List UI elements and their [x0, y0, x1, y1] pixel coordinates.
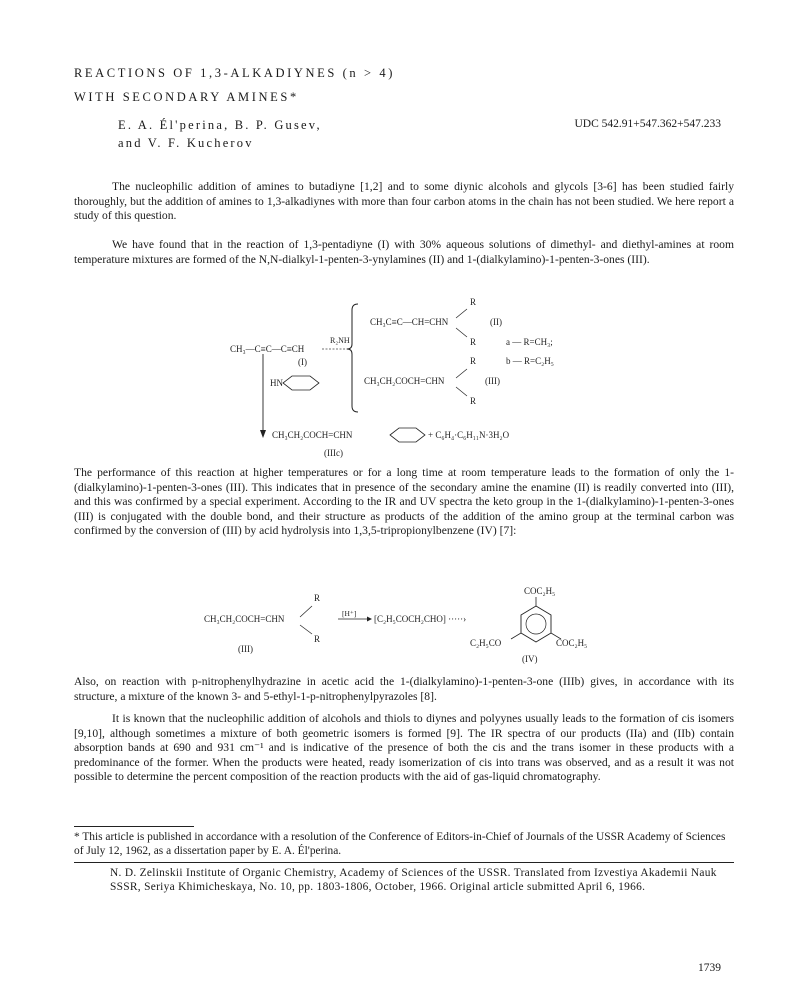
scheme1-reactant-label: (I) [298, 357, 307, 367]
reaction-scheme-2 [200, 584, 600, 670]
scheme1-brace [347, 304, 358, 412]
affiliation: N. D. Zelinskii Institute of Organic Chemistry, Academy of Sciences of the USSR. Translated from Izvestiya Akademii Nauk SSSR, Seriya Khimicheskaya, No. 10, pp. 1803-1806, October, 1966. Original article submitted April 6, 1966. [110, 867, 717, 893]
scheme2-bond [300, 606, 312, 617]
scheme2-reactant: CH₃CH₂COCH=CHN [204, 614, 285, 624]
scheme2-R: R [314, 634, 321, 644]
udc-code: UDC 542.91+547.362+547.233 [574, 118, 721, 130]
paragraph-4: Also, on reaction with p-nitrophenylhydrazine in acetic acid the 1-(dialkylamino)-1-penten-3-one (IIIb) gives, in accordance with its structure, a mixture of the known 3- and 5-ethyl-1-p-nitrophenylpyrazoles [8]. [74, 675, 734, 703]
affiliation-rule [74, 862, 734, 863]
scheme1-piperidine-hn: HN [270, 378, 283, 388]
scheme1-product-IIIc: CH₃CH₂COCH=CHN [272, 430, 353, 440]
scheme1-R: R [470, 337, 477, 347]
scheme2-intermediate: [C₂H₅COCH₂CHO] ·····› [374, 614, 467, 624]
aromatic-circle-icon [526, 614, 546, 634]
article-title-line2: WITH SECONDARY AMINES* [74, 90, 299, 104]
paragraph-5: It is known that the nucleophilic addition of alcohols and thiols to diynes and polyynes usually leads to the formation of cis isomers [9,10], although sometimes a mixture of both geometric isomers is formed [9]. The IR spectra of our products (IIa) and (IIb) contain absorption bands at 690 and 931 cm⁻¹ and is indicative of the presence of both the cis and the trans isomer in these products with a predominance of the former. When the products were heated, ready isomerization of cis into trans was observed, and as a result it was not possible to determine the percent composition of the reaction products with the aid of gas-liquid chromatography. [74, 712, 734, 784]
scheme1-reagent: R₂NH [330, 336, 350, 345]
scheme1-R: R [470, 356, 477, 366]
scheme2-reagent: [H⁺] [342, 609, 357, 618]
scheme2-R-top: R [314, 593, 321, 603]
scheme2-reactant-label: (III) [238, 644, 253, 654]
scheme1-R-top: R [470, 297, 477, 307]
authors-line2: and V. F. Kucherov [118, 136, 254, 150]
scheme1-product-IIIc-extra: + C₆H₄·C₆H₁₁N·3H₂O [428, 430, 510, 440]
scheme1-product-II-label: (II) [490, 317, 502, 327]
scheme2-top-substituent: COC₂H₅ [524, 586, 556, 596]
piperidine-ring-icon [390, 428, 425, 442]
scheme2-right-substituent: COC₂H₅ [556, 638, 588, 648]
reaction-scheme-1 [220, 296, 560, 464]
scheme1-R: R [470, 396, 477, 406]
benzene-ring-icon [521, 606, 551, 642]
scheme1-product-II: CH₃C≡C—CH=CHN [370, 317, 449, 327]
scheme2-product-label: (IV) [522, 654, 538, 664]
page-number: 1739 [698, 962, 721, 974]
article-title-line1: REACTIONS OF 1,3-ALKADIYNES (n > 4) [74, 66, 395, 80]
scheme1-product-III: CH₃CH₂COCH=CHN [364, 376, 445, 386]
piperidine-ring-icon [283, 376, 319, 390]
scheme1-bond [456, 309, 467, 318]
scheme1-bond [456, 387, 467, 396]
paragraph-2: We have found that in the reaction of 1,3-pentadiyne (I) with 30% aqueous solutions of dimethyl- and diethyl-amines at room temperature mixtures are formed of the N,N-dialkyl-1-penten-3-ynylamines (II) and 1-(dialkylamino)-1-penten-3-ones (III). [74, 238, 734, 266]
paragraph-1: The nucleophilic addition of amines to butadiyne [1,2] and to some diynic alcohols and glycols [3-6] has been studied fairly thoroughly, but the addition of amines to 1,3-alkadiynes with more than four carbon atoms in the chain has not been studied. We here report a study of this question. [74, 180, 734, 223]
authors-line1: E. A. Él'perina, B. P. Gusev, [118, 118, 322, 132]
scheme1-arrowhead [260, 430, 266, 438]
scheme1-subst-a: a — R=CH₃; [506, 337, 553, 347]
scheme1-subst-b: b — R=C₂H₅ [506, 356, 554, 366]
scheme1-product-IIIc-label: (IIIc) [324, 448, 343, 458]
paragraph-3: The performance of this reaction at higher temperatures or for a long time at room temperature leads to the formation of only the 1-(dialkylamino)-1-penten-3-ones (III). This indicates that in presence of the secondary amine the enamine (II) is readily converted into (III), and this was confirmed by a special experiment. According to the IR and UV spectra the keto group in the 1-(dialkylamino)-1-penten-3-ones (III) is conjugated with the double bond, and their structure as products of the addition of the amino group at the terminal carbon was confirmed by the conversion of (III) by acid hydrolysis into 1,3,5-tripropionylbenzene (IV) [7]: [74, 466, 734, 538]
scheme1-bond [456, 369, 467, 378]
scheme2-arrowhead [367, 617, 372, 622]
scheme1-bond [456, 328, 467, 337]
footnote-rule [74, 826, 194, 827]
scheme1-product-III-label: (III) [485, 376, 500, 386]
scheme1-reactant: CH₃—C≡C—C≡CH [230, 344, 305, 354]
scheme2-left-substituent: C₂H₅CO [470, 638, 502, 648]
scheme2-bond [300, 625, 312, 634]
footnote: * This article is published in accordance with a resolution of the Conference of Editors-in-Chief of Journals of the USSR Academy of Sciences of July 12, 1962, as a dissertation paper by E. A. Él'perina. [74, 831, 726, 857]
scheme2-bond [511, 633, 521, 639]
